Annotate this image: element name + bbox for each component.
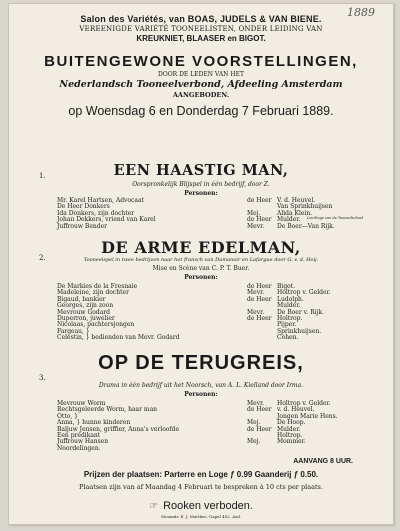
cast-role: Ida Donkers, zijn dochter [57,209,135,217]
cast-role: Duperron, juwelier [57,314,115,322]
cast-note: Leerlinge van de Tooneelschool [307,215,364,220]
cast-role: Bigaud, bankier [57,295,106,303]
cast-role: Anna, } hunne kinderen [57,419,131,427]
cast-title: de Heer [247,295,272,303]
cast-actor: De Boer v. Rijk. [277,308,324,316]
cast-role: Noordelingen. [57,444,101,452]
vereenigde-line: VEREENIGDE VARIÉTÉ TOONEELISTEN, ONDER LEIDING VAN [79,25,323,33]
cast-title: Mevr. [247,400,265,407]
cast-title: de Heer [247,216,272,224]
cast-role: De Heer Donkers [57,203,110,211]
personen-label: Personen: [184,274,218,281]
cast-role: Baljuw Jensen, griffier, Anna's verloofde [57,425,180,433]
mise-en-scene: Mise en Scène van C. P. T. Buer. [152,265,250,272]
cast-list [57,284,357,342]
cast-list [57,197,364,230]
cast-actor: Van Sprinkhuijsen [277,203,333,211]
printer-credit: Stoomdr. E. J. Matthes, Gapel 452, Asd. [160,514,242,519]
cast-actor: v. d. Heuvel. [277,406,315,414]
handwritten-year: 1889 [347,6,375,19]
poster-header [9,14,393,118]
cast-title: Mevr. [247,289,265,297]
prices-line: Prijzen der plaatsen: Parterre en Loge ƒ 0.99 Gaanderij ƒ 0.50. [83,470,319,479]
cast-role: Celestin, } bedienden van Mevr. Godard [57,334,180,342]
cast-actor: Holtrop. [277,431,303,439]
play-number: 3. [39,374,46,382]
cast-actor: Holtrop v. Gelder. [277,400,331,407]
booking-line: Plaatsen zijn van af Maandag 4 Februari te bespreken à 10 cts per plaats. [79,483,323,491]
cast-actor: Mulder. [277,425,301,433]
rooken-row [9,494,393,513]
cast-role: Een predikant [57,431,101,439]
cast-actor: Holtrop. [277,314,303,322]
tooneelverbond-line: Nederlandsch Tooneelverbond, Afdeeling Amsterdam [59,79,343,90]
cast-row [57,446,357,452]
cast-role: Nicolaas, pachtersjongen [57,321,135,329]
play-title: EEN HAASTIG MAN, [113,162,289,179]
poster-sheet [8,3,394,525]
play-number: 2. [39,254,46,262]
cast-title: Mej. [247,438,261,446]
cast-role: Fargeau, } [57,327,90,335]
cast-role: Mevrouw Worm [57,400,106,407]
cast-actor: Mulder. [277,216,301,224]
cast-actor: Ludolph. [277,295,304,303]
cast-title: Mevr. [247,222,265,230]
play-subtitle: Oorspronkelijk Blijspel in één bedrijf, door Z. [132,181,270,188]
cast-actor: Jongen Marie Hens. [277,412,338,420]
cast-role: Juffrouw Bender [57,222,108,230]
cast-role: Georges, zijn zoon [57,302,114,310]
cast-title: de Heer [247,197,272,204]
salon-title: Salon des Variétés, van BOAS, JUDELS & VAN BIENE. [80,14,322,24]
rooken-verboden: Rooken verboden. [163,500,253,512]
play-number: 1. [39,172,46,180]
cast-role: Mr. Karel Hartsen, Advocaat [57,197,144,204]
cast-role: De Markies de la Fresnaie [57,283,138,290]
play-title: DE ARME EDELMAN, [101,238,301,257]
cast-actor: V. d. Heuvel. [277,197,316,204]
cast-title: Mej. [247,419,261,427]
door-line: DOOR DE LEDEN VAN HET [158,71,244,78]
pointing-hand-icon: ☞ [149,501,158,512]
cast-actor: Bigot. [277,283,296,290]
cast-row [57,335,357,341]
cast-role: Johan Dekkers, vriend van Karel [57,216,156,224]
cast-title: de Heer [247,406,272,414]
aanvang-time: AANVANG 8 UUR. [293,458,353,465]
play-subtitle: Drama in één bedrijf uit het Noorsch, van A. L. Kielland door Irma. [98,382,304,389]
cast-title: de Heer [247,425,272,433]
cast-role: Mevrouw Godard [57,308,111,316]
cast-role: Madeleine, zijn dochter [57,289,129,297]
cast-role: Otto, } [57,412,78,420]
cast-actor: De Hoop. [277,419,306,427]
personen-label: Personen: [184,190,218,197]
cast-title: Mej. [247,209,261,217]
cast-role: Rechtsgeleerde Worm, haar man [57,406,158,414]
cast-actor: Holtrop v. Gelder. [277,289,331,297]
personen-label: Personen: [184,391,218,398]
cast-actor: Mulder. [277,302,301,310]
cast-list [57,401,357,452]
play-subtitle: Tooneelspel in twee bedrijven naar het fransch van Dumanoir en Lafargue door G. v. d. Hoij. [83,257,319,263]
performance-date: op Woensdag 6 en Donderdag 7 Februari 1889. [68,104,334,118]
cast-actor: Pijper. [277,321,297,329]
cast-actor: Mommer. [277,438,306,446]
cast-title: de Heer [247,314,272,322]
play-title: OP DE TERUGREIS, [98,352,304,374]
main-heading: BUITENGEWONE VOORSTELLINGEN, [44,53,358,70]
cast-actor: Alida Klein. [277,209,313,217]
directors-line: KREUKNIET, BLAASER en BIGOT. [136,34,266,43]
cast-actor: Cohen. [277,334,299,342]
cast-actor: De Boer—Van Rijk. [277,222,335,230]
cast-role: Juffrouw Hansen [57,438,109,446]
cast-actor: Sprinkhuijsen. [277,327,322,335]
cast-title: Mevr. [247,308,265,316]
cast-title: de Heer [247,283,272,290]
cast-row [57,224,357,230]
aangeboden-line: AANGEBODEN. [172,91,230,99]
